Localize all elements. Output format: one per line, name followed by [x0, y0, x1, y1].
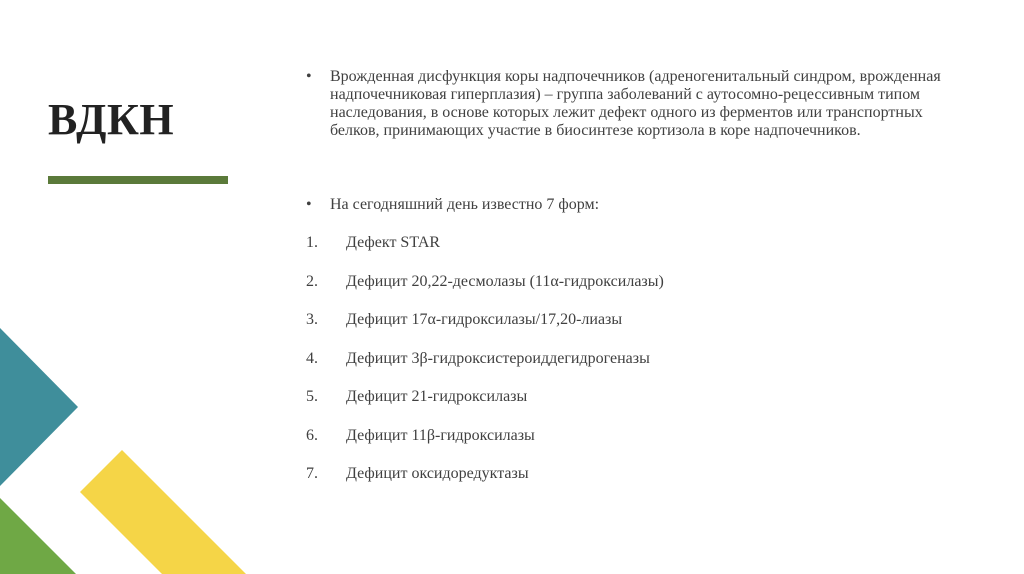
- list-item-text: Дефект STAR: [346, 234, 441, 251]
- intro-bullet: [300, 68, 960, 140]
- list-item: [300, 273, 960, 291]
- list-item-text: Дефицит 3β-гидроксистероиддегидрогеназы: [346, 349, 650, 367]
- list-item-number: 4.: [306, 349, 318, 367]
- bullet-marker: •: [306, 68, 312, 85]
- list-item: [300, 427, 960, 445]
- light-green-triangle: [0, 498, 76, 574]
- forms-list: [300, 234, 960, 483]
- bullet-marker: •: [306, 196, 312, 213]
- yellow-band: [80, 450, 246, 574]
- list-item: [300, 311, 960, 329]
- list-item-number: 3.: [306, 311, 318, 328]
- forms-heading-text: На сегодняшний день известно 7 форм:: [330, 196, 600, 213]
- list-item-number: 6.: [306, 426, 318, 444]
- list-item: [300, 350, 960, 368]
- list-item: [300, 465, 960, 483]
- list-item-number: 1.: [306, 234, 318, 251]
- list-item: [300, 388, 960, 406]
- slide-content: [300, 68, 960, 504]
- slide-title: ВДКН: [48, 95, 175, 144]
- forms-heading-bullet: [300, 196, 960, 214]
- list-item-text: Дефицит 17α-гидроксилазы/17,20-лиазы: [346, 311, 623, 328]
- list-item-number: 2.: [306, 272, 318, 290]
- title-underline: [48, 176, 228, 184]
- intro-text: Врожденная дисфункция коры надпочечников (адреногенитальный синдром, врожденная надпочечниковая гиперплазия) – группа заболеваний с аутосомно-рецессивным типом наследования, в основе которых лежит дефект одного из ферментов или транспортных белков, принимающих участие в биосинтезе кортизола в коре надпочечников.: [330, 68, 941, 139]
- list-item: [300, 234, 960, 252]
- list-item-text: Дефицит 21-гидроксилазы: [346, 388, 528, 405]
- list-item-number: 7.: [306, 465, 318, 482]
- list-item-text: Дефицит 11β-гидроксилазы: [346, 426, 535, 444]
- teal-triangle: [0, 328, 78, 486]
- list-item-number: 5.: [306, 388, 318, 405]
- list-item-text: Дефицит оксидоредуктазы: [346, 465, 529, 482]
- list-item-text: Дефицит 20,22-десмолазы (11α-гидроксилазы): [346, 272, 664, 290]
